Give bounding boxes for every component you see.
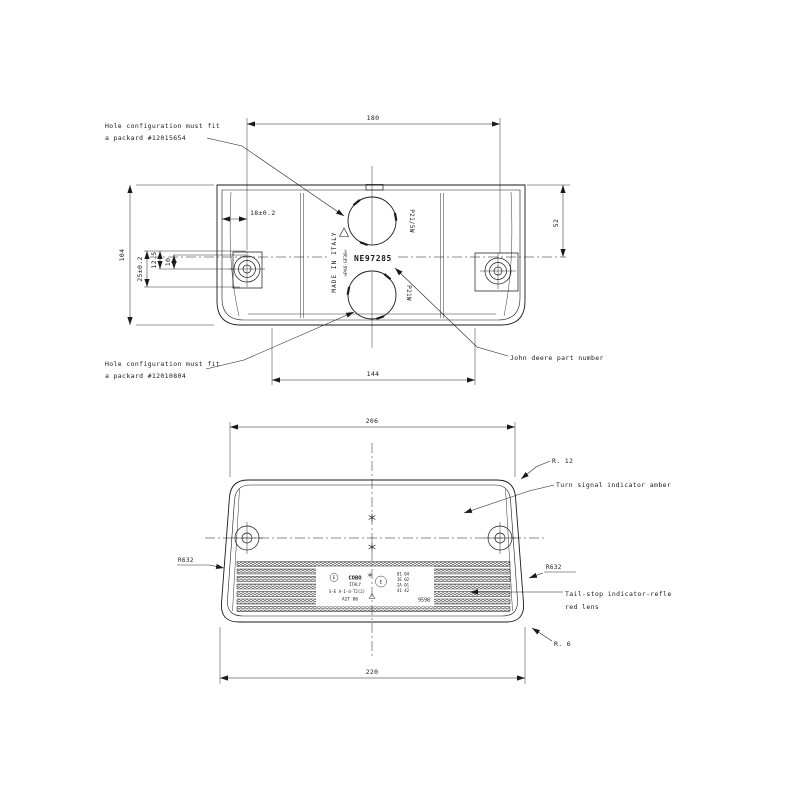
label-turn-signal: Turn signal indicator amber — [556, 481, 672, 489]
note-upper-leader — [207, 138, 344, 216]
top-view — [105, 114, 604, 385]
made-in-italy-text: MADE IN ITALY — [331, 231, 338, 293]
label-r12: R. 12 — [552, 457, 574, 465]
note-upper-line2: a packard #12015654 — [105, 134, 187, 142]
code-row-3: 2A 01 — [396, 582, 410, 588]
label-r6: R. 6 — [554, 640, 572, 648]
leader-r6 — [532, 628, 552, 641]
leader-r12 — [521, 461, 550, 479]
label-tail-stop-line1: Tail-stop indicator-refle — [565, 590, 672, 598]
top-view-extension-lines — [136, 118, 570, 385]
code-row-2: 1E 02 — [396, 577, 410, 582]
label-r632-right: R632 — [546, 564, 562, 571]
country-text: ITALY — [348, 582, 362, 587]
dim-52-text: 52 — [552, 218, 560, 228]
marking-panel — [316, 567, 434, 607]
marking-number-text: 9598 — [417, 597, 431, 604]
jd-part-number-label: John deere part number — [510, 354, 604, 362]
part-number-text: NE97285 — [354, 254, 392, 263]
dim-125-text: 12.5 — [150, 251, 158, 269]
dim-144-text: 144 — [366, 370, 380, 378]
dim-18-text: 18±0.2 — [250, 209, 276, 217]
brand-text: COBO — [348, 575, 362, 582]
front-view — [177, 417, 672, 684]
leader-r632-right — [529, 573, 543, 578]
leader-turn-signal — [464, 485, 554, 513]
note-upper-line1: Hole configuration must fit — [105, 122, 221, 130]
emark-left-text: E — [332, 575, 336, 580]
centerline-star-marks — [369, 514, 376, 552]
mounting-boss-left — [233, 252, 262, 288]
recycle-triangle-icon — [340, 228, 349, 237]
dim-25-text: 25±0.2 — [136, 256, 144, 282]
dim-180-text: 180 — [366, 114, 380, 122]
mounting-boss-right — [475, 253, 518, 291]
note-lower-leader — [206, 312, 354, 369]
code-row-1: 01 04 — [396, 571, 410, 577]
leader-r632-left — [209, 565, 224, 568]
approval-line-a: S-E A-I-d-T2(2) — [328, 589, 366, 594]
note-lower-line1: Hole configuration must fit — [105, 360, 221, 368]
dim-220-text: 220 — [365, 668, 379, 676]
bulb-lower-text: P21W — [405, 285, 412, 301]
emark-right-text: E — [379, 580, 383, 586]
jd-part-number-leader — [395, 268, 508, 356]
approval-line-b: AIT 06 — [341, 597, 359, 603]
note-lower-line2: a packard #12010804 — [105, 372, 187, 380]
label-r632-left: R632 — [178, 557, 194, 564]
code-row-4: 41 42 — [396, 588, 410, 593]
dim-206-text: 206 — [365, 417, 379, 425]
material-text: >PA6-GF30< — [344, 249, 349, 277]
front-extension-lines — [220, 422, 525, 684]
bulb-upper-text: P21/5W — [408, 209, 415, 233]
dim-10-text: 10 — [164, 257, 172, 267]
label-tail-stop-line2: red lens — [565, 603, 600, 611]
dim-104-text: 104 — [118, 248, 126, 262]
